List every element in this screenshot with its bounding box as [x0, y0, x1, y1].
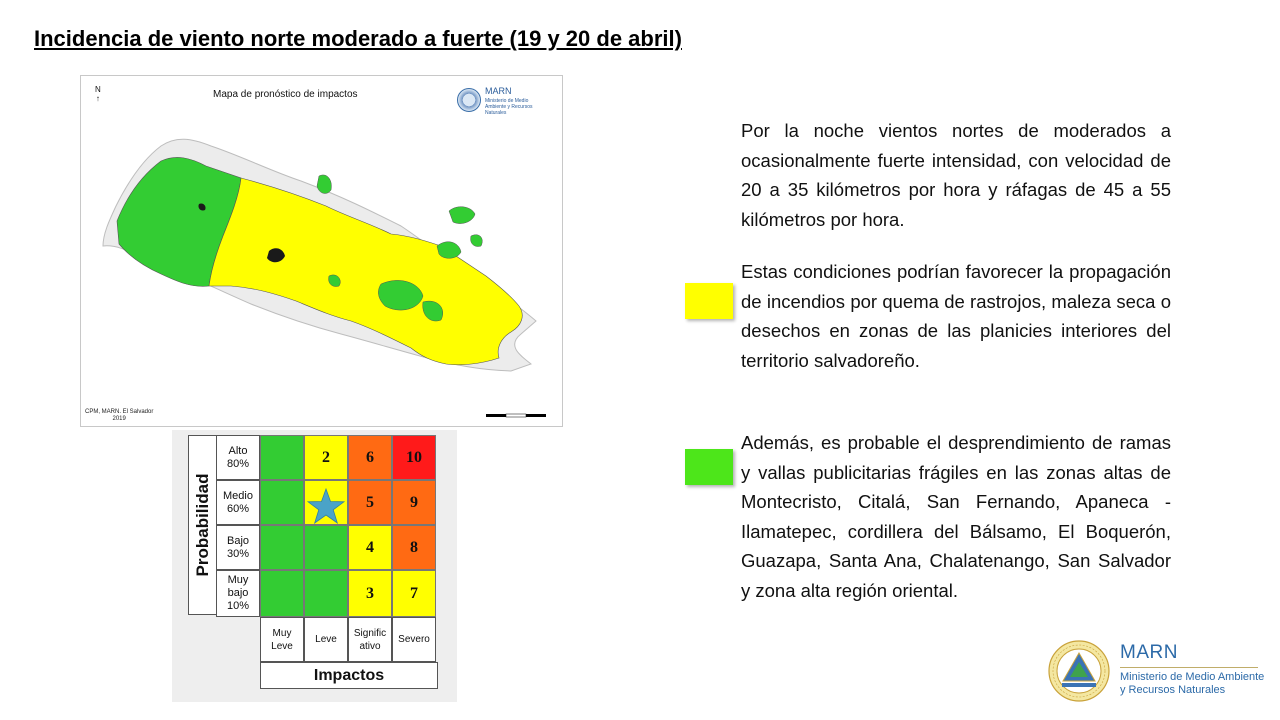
- impacts-axis-label: Impactos: [260, 662, 438, 689]
- matrix-cell: 8: [392, 525, 436, 570]
- row-label-text: Bajo: [226, 534, 250, 547]
- col-label-leve: Leve: [304, 617, 348, 662]
- row-label-pct: 10%: [226, 600, 250, 612]
- matrix-cell: 4: [348, 525, 392, 570]
- matrix-cell: 2: [304, 435, 348, 480]
- map-credit-year: 2019: [112, 416, 126, 422]
- north-arrow-icon: N ↑: [95, 85, 101, 103]
- star-icon: [307, 488, 345, 524]
- map-credit: [85, 409, 153, 423]
- col-label-severo: Severo: [392, 617, 436, 662]
- risk-matrix: [172, 430, 457, 702]
- scale-bar: [486, 414, 546, 417]
- seal-icon: [457, 88, 481, 112]
- row-label-text: Alto: [228, 444, 248, 457]
- matrix-cell: 10: [392, 435, 436, 480]
- matrix-cell: [260, 525, 304, 570]
- legend-swatch-green: [685, 449, 733, 485]
- row-label-pct: 30%: [226, 547, 250, 560]
- col-label-significativo: Signific ativo: [348, 617, 392, 662]
- row-label-text: Muy bajo: [227, 574, 249, 599]
- row-label-text: Medio: [223, 489, 253, 502]
- matrix-cell: [304, 570, 348, 617]
- logo-name: MARN: [1120, 642, 1178, 663]
- paragraph-branches: Además, es probable el desprendimiento de ramas y vallas publicitarias frágiles en las zonas altas de Montecristo, Citalá, San Fernando, Apaneca - Ilamatepec, cordillera del Bálsamo, El Boquerón, Guazapa, Santa Ana, Chalatenango, San Salvador y zona alta región oriental.: [741, 432, 1171, 601]
- map-title: Mapa de pronóstico de impactos: [213, 89, 358, 100]
- matrix-cell: 3: [348, 570, 392, 617]
- map-logo-name: MARN: [485, 86, 512, 96]
- slide-title: Incidencia de viento norte moderado a fuerte (19 y 20 de abril): [34, 26, 682, 51]
- matrix-cell: 9: [392, 480, 436, 525]
- matrix-cell: 7: [392, 570, 436, 617]
- el-salvador-map-graphic: [81, 76, 564, 428]
- matrix-cell: 5: [348, 480, 392, 525]
- north-label: N: [95, 85, 101, 94]
- logo-subtitle-line-2: y Recursos Naturales: [1120, 684, 1226, 696]
- map-marn-logo: [457, 86, 547, 122]
- matrix-cell: 6: [348, 435, 392, 480]
- map-logo-subtitle: Ministerio de Medio Ambiente y Recursos Naturales: [485, 98, 533, 116]
- legend-swatch-yellow: [685, 283, 733, 319]
- row-label-medio: [216, 480, 260, 525]
- impact-forecast-map: [80, 75, 563, 427]
- row-label-muy-bajo: [216, 570, 260, 617]
- row-label-alto: [216, 435, 260, 480]
- paragraph-wind: Por la noche vientos nortes de moderados a ocasionalmente fuerte intensidad, con velocidad de 20 a 35 kilómetros por hora y ráfagas de 45 a 55 kilómetros por hora.: [741, 120, 1171, 230]
- map-credit-text: CPM, MARN. El Salvador: [85, 409, 154, 415]
- matrix-cell: [260, 435, 304, 480]
- matrix-cell: [260, 570, 304, 617]
- el-salvador-seal-icon: [1048, 640, 1110, 702]
- probability-axis-label: Probabilidad: [193, 473, 212, 577]
- row-label-bajo: [216, 525, 260, 570]
- logo-subtitle-line-1: Ministerio de Medio Ambiente: [1120, 671, 1265, 683]
- matrix-cell: [304, 525, 348, 570]
- logo-subtitle: [1120, 671, 1264, 697]
- row-label-pct: 80%: [226, 457, 250, 470]
- logo-divider: [1120, 667, 1258, 668]
- probability-axis: [188, 435, 218, 615]
- paragraph-fires: Estas condiciones podrían favorecer la propagación de incendios por quema de rastrojos, maleza seca o desechos en zonas de las planicies interiores del territorio salvadoreño.: [741, 261, 1171, 371]
- row-label-pct: 60%: [226, 502, 250, 515]
- matrix-cell: [260, 480, 304, 525]
- col-label-muy-leve: Muy Leve: [260, 617, 304, 662]
